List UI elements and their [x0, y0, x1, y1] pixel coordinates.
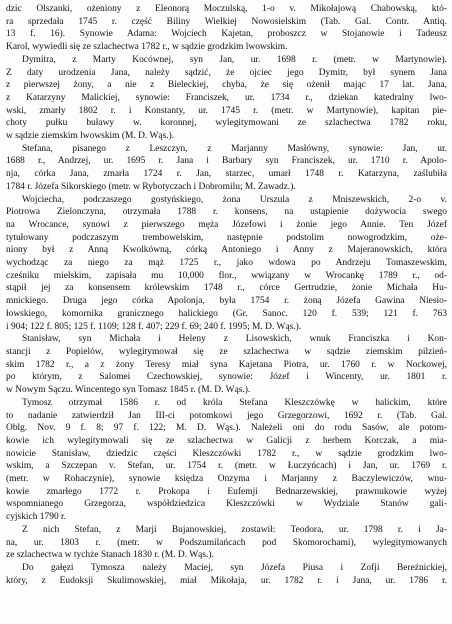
paragraph: [6, 562, 447, 587]
paragraph: [6, 3, 447, 54]
text-line: stąpił jej za konsensem królewskim 1748 r., córce Gertrudzie, żonie Michała Hu-: [6, 283, 447, 294]
text-line: (metr. w Rohaczynie), synowie księdza Onzyma i Marjanny z Baczylewiczów, wnu-: [6, 474, 447, 485]
text-line: ra sprzedała 1745 r. część Biliny Wielkiej Nowosielskim (Tab. Gal. Contr. Antiq.: [6, 16, 447, 27]
text-line: na Wrocance, synowi z pierwszego męża Józefowi i żonie jego Annie. Ten Józef: [6, 219, 447, 230]
text-line: stancji z Popielów, wylegitymował się ze szlachectwa w sądzie ziemskim pilzień-: [6, 346, 447, 357]
text-line: w sądzie ziemskim lwowskim (M. D. Wąs.).: [6, 131, 175, 142]
text-line: dzic Olszanki, ożeniony z Eleonorą Moczulską, 1-o v. Mikołajową Chabowską, któ-: [6, 4, 447, 14]
paragraph: [6, 333, 447, 397]
text-line: choty pułku buławy w. koronnej, wylegitymowani ze szlachectwa 1782 roku,: [6, 118, 447, 129]
text-line: wychodząc za niego za mąż 1725 r., jako wdowa po Andrzeju Tomaszewskim,: [6, 258, 447, 269]
text-line: i 904; 122 f. 805; 125 f. 1109; 128 f. 407; 229 f. 69; 240 f. 1995; M. D. Wąs.).: [6, 321, 302, 332]
text-line: Do gałęzi Tymosza należy Maciej, syn Józefa Piusa i Zofji Bereźnickiej,: [22, 562, 447, 573]
text-line: Dymitra, z Marty Kocównej, syn Jan, ur. 1698 r. (metr. w Martynowie).: [22, 54, 447, 65]
paragraph: [6, 194, 447, 334]
text-line: nowicie Stanisław, dziedzic części Kleszczówki 1782 r., w sądzie grodzkim lwo-: [6, 448, 447, 459]
text-line: 1784 r. Józefa Sikorskiego (metr. w Rybotyczach i Dobromilu; M. Zawadz.).: [6, 181, 296, 192]
text-line: mnickiego. Druga jego córka Apolonja, była 1754 r. żoną Józefa Gawina Niesio-: [6, 296, 447, 307]
text-line: Tymosz otrzymał 1586 r. od króla Stefana Kleszczówkę w halickim, które: [22, 397, 447, 408]
text-line: 1688 r., Andrzej, ur. 1695 r. Jana i Barbary syn Franciszek, ur. 1710 r. Apolo-: [6, 156, 447, 167]
text-line: wski, zmarły 1802 r. i Konstanty, ur. 1745 r. (metr. w Martynowie), kapitan pie-: [6, 105, 447, 116]
text-line: z Katarzyny Malickiej, synowie: Franciszek, ur. 1734 r., dziekan katedralny lwo-: [6, 92, 447, 103]
text-line: niony był z Anną Kwolkówną, córką Antoniego i Anny z Majeranowskich, która: [6, 245, 447, 256]
text-line: kowie zmarłego 1772 r. Prokopa i Eufemji Bednarzewskiej, prawnukowie wyżej: [6, 486, 447, 497]
text-line: który, z Eudoksji Skulimowskiej, miał Mikołaja, ur. 1782 r. i Jana, ur. 1786 r.: [6, 575, 447, 586]
text-line: po którym, z Salomei Czechowskiej, synowie: Józef i Wincenty, ur. 1801 r.: [6, 372, 447, 383]
text-line: na, ur. 1803 r. (metr. w Podszumilańcach pod Skomorochami), wylegitymowanych: [6, 537, 447, 548]
text-line: nja, córka Jana, zmarła 1724 r. Jan, starzec, umarł 1748 r. Katarzyna, zaślubiła: [6, 169, 447, 180]
text-line: to nadanie zatwierdził Jan III-ci potomkowi jego Grzegorzowi, 1692 r. (Tab. Gal.: [6, 410, 447, 421]
text-line: z pierwszej żony, a nie z Bieleckiej, chyba, że się ożenił mając 17 lat. Jana,: [6, 80, 447, 91]
text-body: [6, 3, 447, 587]
text-line: wspomnianego Grzegorza, współdziedzica Kleszczówki w Wydziale Stanów gali-: [6, 499, 447, 510]
text-line: Wojciecha, podczaszego gostyńskiego, żona Urszula z Mniszewskich, 2-o v.: [22, 194, 447, 205]
text-line: skim 1782 r., a z żony Teresy miał syna Kajetana Piotra, ur. 1760 r. w Nockowej,: [6, 359, 447, 370]
paragraph: [6, 397, 447, 524]
text-line: Karol, wywiedli się ze szlachectwa 1782 r., w sądzie grodzkim lwowskim.: [6, 42, 288, 53]
text-line: Stefana, pisanego z Leszczyn, z Marjanny Masłówny, synowie: Jan, ur.: [22, 143, 447, 154]
text-line: Z nich Stefan, z Marji Bujanowskiej, zostawił: Teodora, ur. 1798 r. i Ja-: [22, 524, 447, 535]
text-line: łowskiego, komornika granicznego halickiego (Gr. Sanoc. 120 f. 539; 121 f. 763: [6, 308, 447, 319]
text-line: ze szlachectwa w tychże Stanach 1830 r. (M. D. Wąs.).: [6, 550, 214, 561]
text-line: kowie ich wylegitymowali się ze szlachectwa w Galicji z herbem Korczak, a mia-: [6, 435, 447, 446]
text-line: cześniku mielskim, zapisała mu 10,000 flor., wwiązany w Wrocankę 1789 r., od-: [6, 270, 447, 281]
text-line: wskim, a Szczepan v. Stefan, ur. 1754 r. (metr. w Łuczyńcach) i Jan, ur. 1769 r.: [6, 461, 447, 472]
text-line: Z daty urodzenia Jana, należy sądzić, że ojciec jego Dymitr, był synem Jana: [6, 67, 447, 78]
text-line: Piotrowa Zielonczyna, otrzymała 1788 r. konsens, na ustąpienie dożywocia swego: [6, 207, 447, 218]
paragraph: [6, 524, 447, 562]
text-line: w Nowym Sączu. Wincentego syn Tomasz 1845 r. (M. D. Wąs.).: [6, 385, 251, 396]
paragraph: [6, 143, 447, 194]
text-line: cyjskich 1790 r.: [6, 512, 67, 523]
text-line: 13 f. 16). Synowie Adama: Wojciech Kajetan, proboszcz w Stojanowie i Tadeusz: [6, 29, 447, 40]
text-line: Stanisław, syn Michała i Heleny z Lisowskich, wnuk Franciszka i Kon-: [22, 334, 447, 345]
paragraph: [6, 54, 447, 143]
text-line: tytułowany podczaszym trembowelskim, następnie podstolim nowogrodzkim, oże-: [6, 232, 447, 243]
text-line: Oblg. Nov. 9 f. 8; 97 f. 122; M. D. Wąs.). Należeli oni do rodu Sasów, ale potom-: [6, 423, 447, 434]
